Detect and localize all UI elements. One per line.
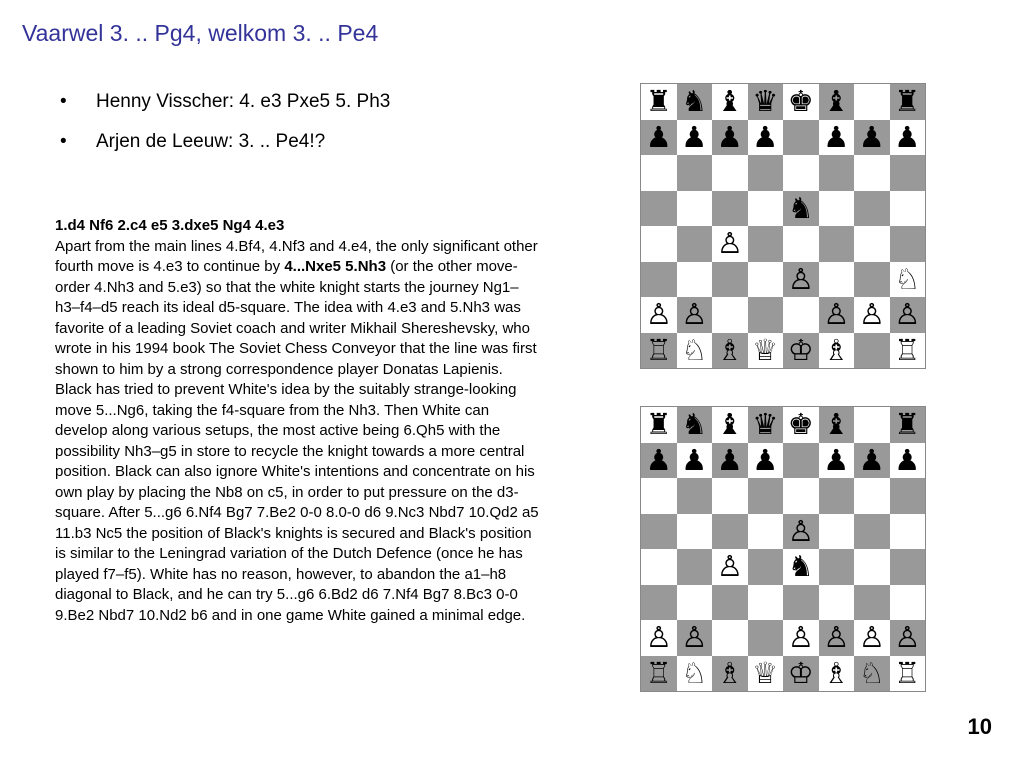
black-pawn-icon: ♟ — [894, 442, 921, 477]
board-square — [890, 155, 926, 191]
board-square — [712, 478, 748, 514]
black-pawn-icon: ♟ — [716, 119, 743, 154]
board-square — [677, 585, 713, 621]
board-square — [854, 155, 890, 191]
board-square — [748, 514, 784, 550]
black-king-icon: ♚ — [787, 84, 814, 119]
bullet-list — [60, 90, 390, 170]
board-square — [783, 155, 819, 191]
board-square — [677, 514, 713, 550]
white-king-icon: ♔ — [787, 332, 814, 367]
board-square — [783, 191, 819, 227]
board-square — [819, 620, 855, 656]
board-square — [748, 585, 784, 621]
board-square — [819, 191, 855, 227]
board-square — [748, 191, 784, 227]
board-square — [783, 549, 819, 585]
board-square — [641, 443, 677, 479]
slide-title: Vaarwel 3. .. Pg4, welkom 3. .. Pe4 — [22, 20, 379, 46]
board-square — [677, 120, 713, 156]
board-square — [712, 549, 748, 585]
black-pawn-icon: ♟ — [716, 442, 743, 477]
black-pawn-icon: ♟ — [645, 119, 672, 154]
black-knight-icon: ♞ — [787, 549, 814, 584]
board-square — [854, 656, 890, 692]
white-pawn-icon: ♙ — [858, 297, 885, 332]
board-square — [854, 549, 890, 585]
board-square — [677, 656, 713, 692]
white-pawn-icon: ♙ — [894, 620, 921, 655]
board-square — [890, 262, 926, 298]
black-rook-icon: ♜ — [645, 407, 672, 442]
black-knight-icon: ♞ — [681, 84, 708, 119]
white-rook-icon: ♖ — [894, 655, 921, 690]
white-pawn-icon: ♙ — [823, 620, 850, 655]
black-pawn-icon: ♟ — [681, 442, 708, 477]
board-square — [677, 443, 713, 479]
bullet-item — [60, 130, 390, 170]
board-square — [819, 549, 855, 585]
board-square — [854, 585, 890, 621]
board-square — [783, 226, 819, 262]
board-square — [783, 297, 819, 333]
board-square — [783, 478, 819, 514]
black-pawn-icon: ♟ — [823, 442, 850, 477]
board-square — [819, 155, 855, 191]
white-bishop-icon: ♗ — [716, 655, 743, 690]
board-square — [677, 84, 713, 120]
board-square — [641, 155, 677, 191]
black-queen-icon: ♛ — [752, 84, 779, 119]
white-pawn-icon: ♙ — [716, 226, 743, 261]
board-square — [819, 262, 855, 298]
black-bishop-icon: ♝ — [716, 84, 743, 119]
board-square — [890, 585, 926, 621]
board-square — [854, 478, 890, 514]
board-square — [712, 226, 748, 262]
board-square — [854, 514, 890, 550]
board-square — [712, 333, 748, 369]
black-pawn-icon: ♟ — [823, 119, 850, 154]
black-rook-icon: ♜ — [645, 84, 672, 119]
board-square — [712, 84, 748, 120]
board-square — [748, 620, 784, 656]
black-bishop-icon: ♝ — [823, 84, 850, 119]
black-pawn-icon: ♟ — [858, 442, 885, 477]
chess-board-diagram-1 — [640, 83, 926, 369]
board-square — [890, 333, 926, 369]
board-square — [890, 443, 926, 479]
white-pawn-icon: ♙ — [681, 620, 708, 655]
bullet-marker: • — [60, 91, 67, 112]
white-pawn-icon: ♙ — [894, 297, 921, 332]
board-square — [748, 549, 784, 585]
board-square — [890, 226, 926, 262]
board-square — [677, 297, 713, 333]
board-square — [819, 297, 855, 333]
white-knight-icon: ♘ — [858, 655, 885, 690]
board-square — [890, 84, 926, 120]
board-square — [819, 120, 855, 156]
white-knight-icon: ♘ — [681, 332, 708, 367]
board-square — [677, 620, 713, 656]
board-square — [783, 333, 819, 369]
board-square — [712, 407, 748, 443]
board-square — [783, 656, 819, 692]
white-pawn-icon: ♙ — [787, 261, 814, 296]
black-king-icon: ♚ — [787, 407, 814, 442]
board-square — [783, 514, 819, 550]
board-square — [783, 120, 819, 156]
board-square — [641, 407, 677, 443]
black-pawn-icon: ♟ — [752, 442, 779, 477]
board-square — [890, 549, 926, 585]
black-bishop-icon: ♝ — [716, 407, 743, 442]
board-square — [890, 297, 926, 333]
annotation-paragraph — [55, 216, 540, 626]
board-square — [748, 84, 784, 120]
board-square — [783, 84, 819, 120]
black-pawn-icon: ♟ — [858, 119, 885, 154]
board-square — [748, 155, 784, 191]
board-square — [748, 262, 784, 298]
white-pawn-icon: ♙ — [681, 297, 708, 332]
black-knight-icon: ♞ — [681, 407, 708, 442]
board-square — [890, 478, 926, 514]
black-queen-icon: ♛ — [752, 407, 779, 442]
page-number: 10 — [967, 714, 992, 739]
white-knight-icon: ♘ — [681, 655, 708, 690]
highlighted-moves: 4...Nxe5 5.Nh3 — [284, 258, 387, 275]
board-square — [748, 443, 784, 479]
board-square — [641, 585, 677, 621]
paragraph-text: Apart from the main lines 4.Bf4, 4.Nf3 and 4.e4, the only significant other fourth move is 4.e3 to continue by — [55, 237, 538, 275]
board-square — [819, 514, 855, 550]
board-square — [641, 226, 677, 262]
board-square — [748, 333, 784, 369]
board-square — [819, 443, 855, 479]
board-square — [677, 407, 713, 443]
board-square — [677, 155, 713, 191]
white-rook-icon: ♖ — [645, 655, 672, 690]
move-sequence-heading: 1.d4 Nf6 2.c4 e5 3.dxe5 Ng4 4.e3 — [55, 217, 285, 234]
board-square — [677, 549, 713, 585]
board-square — [712, 262, 748, 298]
white-bishop-icon: ♗ — [716, 332, 743, 367]
board-square — [748, 226, 784, 262]
black-knight-icon: ♞ — [787, 190, 814, 225]
board-square — [712, 443, 748, 479]
board-square — [712, 514, 748, 550]
board-square — [641, 262, 677, 298]
board-square — [712, 297, 748, 333]
board-square — [712, 155, 748, 191]
board-square — [641, 333, 677, 369]
board-square — [890, 514, 926, 550]
board-square — [854, 191, 890, 227]
board-square — [641, 84, 677, 120]
board-square — [712, 620, 748, 656]
board-square — [712, 120, 748, 156]
board-square — [819, 585, 855, 621]
white-rook-icon: ♖ — [894, 332, 921, 367]
chess-board-diagram-2 — [640, 406, 926, 692]
board-square — [819, 333, 855, 369]
white-queen-icon: ♕ — [752, 332, 779, 367]
white-rook-icon: ♖ — [645, 332, 672, 367]
board-square — [890, 120, 926, 156]
white-knight-icon: ♘ — [894, 261, 921, 296]
board-square — [677, 478, 713, 514]
white-pawn-icon: ♙ — [787, 513, 814, 548]
white-pawn-icon: ♙ — [645, 297, 672, 332]
board-square — [783, 620, 819, 656]
board-square — [854, 443, 890, 479]
board-square — [677, 226, 713, 262]
black-pawn-icon: ♟ — [645, 442, 672, 477]
board-square — [819, 226, 855, 262]
board-square — [748, 297, 784, 333]
board-square — [783, 262, 819, 298]
white-king-icon: ♔ — [787, 655, 814, 690]
board-square — [677, 262, 713, 298]
board-square — [641, 514, 677, 550]
board-square — [854, 226, 890, 262]
board-square — [641, 297, 677, 333]
board-square — [819, 478, 855, 514]
black-pawn-icon: ♟ — [752, 119, 779, 154]
black-rook-icon: ♜ — [894, 84, 921, 119]
board-square — [854, 84, 890, 120]
white-pawn-icon: ♙ — [645, 620, 672, 655]
board-square — [712, 585, 748, 621]
white-queen-icon: ♕ — [752, 655, 779, 690]
black-pawn-icon: ♟ — [681, 119, 708, 154]
paragraph-text-continued: (or the other move-order 4.Nh3 and 5.e3) so that the white knight starts the journey Ng1–h3–f4–d5 reach its ideal d5-square. The idea with 4.e3 and 5.Nh3 was favorite of a leading Soviet coach and writer Mikhail Shereshevsky, who wrote in his 1994 book The Soviet Chess Conveyor that the line was first shown to him by a strong correspondence player Donatas Lapienis. Black has tried to prevent White's idea by the suitably strange-looking move 5...Ng6, taking the f4-square from the Nh3. Then White can develop along various setups, the most active being 6.Qh5 with the possibility Nh3–g5 in store to recycle the knight towards a more central position. Black can also ignore White's intentions and concentrate on his own play by placing the Nb8 on c5, in order to put pressure on the d3-square. After 5...g6 6.Nf4 Bg7 7.Be2 0-0 8.0-0 d6 9.Nc3 Nbd7 10.Qd2 a5 11.b3 Nc5 the position of Black's knights is secured and Black's position is similar to the Leningrad variation of the Dutch Defence (once he has played f7–f5). White has no reason, however, to abandon the a1–h8 diagonal to Black, and he can try 5...g6 6.Bd2 d6 7.Nf4 Bg7 8.Bc3 0-0 9.Be2 Nbd7 10.Nd2 b6 and in one game White gained a minimal edge. — [55, 258, 539, 624]
board-square — [641, 620, 677, 656]
white-pawn-icon: ♙ — [787, 620, 814, 655]
board-square — [748, 120, 784, 156]
black-pawn-icon: ♟ — [894, 119, 921, 154]
board-square — [854, 297, 890, 333]
bullet-text: Arjen de Leeuw: 3. .. Pe4!? — [96, 131, 326, 152]
board-square — [748, 478, 784, 514]
board-square — [783, 585, 819, 621]
white-pawn-icon: ♙ — [823, 297, 850, 332]
board-square — [890, 620, 926, 656]
board-square — [854, 333, 890, 369]
board-square — [854, 620, 890, 656]
board-square — [641, 191, 677, 227]
board-square — [819, 656, 855, 692]
board-square — [890, 191, 926, 227]
white-bishop-icon: ♗ — [823, 655, 850, 690]
board-square — [890, 656, 926, 692]
bullet-item — [60, 90, 390, 130]
board-square — [854, 262, 890, 298]
board-square — [712, 191, 748, 227]
board-square — [819, 407, 855, 443]
board-square — [641, 549, 677, 585]
white-bishop-icon: ♗ — [823, 332, 850, 367]
board-square — [890, 407, 926, 443]
black-bishop-icon: ♝ — [823, 407, 850, 442]
board-square — [748, 656, 784, 692]
black-rook-icon: ♜ — [894, 407, 921, 442]
board-square — [783, 407, 819, 443]
board-square — [641, 120, 677, 156]
board-square — [712, 656, 748, 692]
board-square — [677, 191, 713, 227]
board-square — [854, 407, 890, 443]
bullet-marker: • — [60, 131, 67, 152]
bullet-text: Henny Visscher: 4. e3 Pxe5 5. Ph3 — [96, 91, 391, 112]
white-pawn-icon: ♙ — [716, 549, 743, 584]
board-square — [641, 656, 677, 692]
board-square — [854, 120, 890, 156]
board-square — [819, 84, 855, 120]
board-square — [641, 478, 677, 514]
board-square — [677, 333, 713, 369]
board-square — [783, 443, 819, 479]
board-square — [748, 407, 784, 443]
white-pawn-icon: ♙ — [858, 620, 885, 655]
